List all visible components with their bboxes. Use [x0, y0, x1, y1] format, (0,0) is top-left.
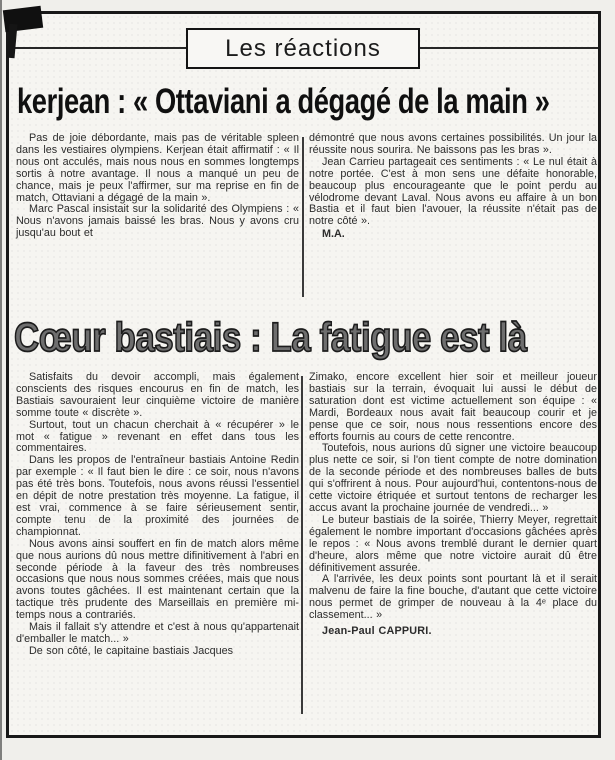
article-frame [6, 11, 601, 738]
scan-edge [0, 0, 2, 760]
paragraph: Marc Pascal insistait sur la solidarité des Olympiens : « Nous n'avons jamais baissé les bras. Nous y avons cru jusqu'au bout et [16, 203, 299, 240]
scan-artifact-blob [7, 24, 18, 59]
paragraph: Mais il fallait s'y attendre et c'est à nous qu'appartenait d'emballer le match... » [16, 621, 299, 645]
article1-byline: M.A. [322, 228, 345, 241]
paragraph: démontré que nous avons certaines possibilités. Un jour la réussite nous sourira. Ne baissons pas les bras ». [309, 132, 597, 156]
column-divider [301, 376, 303, 714]
section-label: Les réactions [225, 34, 381, 62]
paragraph: Le buteur bastiais de la soirée, Thierry Meyer, regrettait également le nombre important d'occasions gâchées après le repos : « Nous avons tremblé durant le dernier quart d'heure, alors même que notre victoire aurait dû être définitivement assurée. [309, 513, 597, 574]
article2 [16, 372, 597, 732]
article2-byline: Jean-Paul CAPPURI. [322, 625, 432, 638]
article1-headline: kerjean : « Ottaviani a dégagé de la main » [17, 82, 550, 121]
article1 [16, 133, 597, 303]
paragraph: Zimako, encore excellent hier soir et meilleur joueur bastiais sur la terrain, évoquait lui aussi le début de saturation dont est victime actuellement son équipe : « Mardi, Bordeaux nous avait fait beaucoup courir et je pense que ce soir, nous nous ressentions encore des efforts fournis au cours de cette rencontre. [309, 371, 597, 443]
article2-column-left [16, 372, 299, 658]
paragraph: Toutefois, nous aurions dû signer une victoire beaucoup plus nette ce soir, si l'on tient compte de notre domination de la seconde période et des nombreuses balles de buts qui s'offrirent à nous. Pour aujourd'hui, contentons-nous de cette victoire étriquée et surtout tentons de recharger les accus avant la prochaine journée de vendredi... » [309, 442, 597, 514]
paragraph: Satisfaits du devoir accompli, mais également conscients des risques encourus en fin de match, les Bastiais savouraient leur cinquième victoire de manière somme toute « discrète ». [16, 371, 299, 419]
paragraph: Pas de joie débordante, mais pas de véritable spleen dans les vestiaires olympiens. Kerjean était affirmatif : « Il nous ont acculés, mais nous nous en sommes longtemps sortis à notre avantage. Il nous a manqué un peu de chance, mais je peux l'affirmer, sur ma reprise en fin de match, Ottaviani a dégagé de la main ». [16, 132, 299, 204]
article2-column-right [309, 372, 597, 638]
article1-column-right [309, 133, 597, 241]
paragraph: A l'arrivée, les deux points sont pourtant là et il serait malvenu de faire la fine bouche, d'autant que cette victoire nous permet de grimper de nouveau à la 4ᵉ place du classement... » [309, 573, 597, 622]
paragraph: Dans les propos de l'entraîneur bastiais Antoine Redin par exemple : « Il faut bien le dire : ce soir, nous n'avons pas été très bons. Toutefois, nous avons réussi l'essentiel en dépit de notre prestation très moyenne. La fatigue, il est vrai, commence à se faire sérieusement sentir, compte tenu de la proximité des journées de championnat. [16, 454, 299, 538]
section-label-box [186, 28, 420, 69]
column-divider [302, 137, 304, 297]
article2-headline: Cœur bastiais : La fatigue est là [14, 314, 527, 360]
paragraph: Nous avons ainsi souffert en fin de match alors même que nous aurions dû nous mettre difinitivement à l'abri en seconde période à la faveur des très nombreuses occasions que nous nous sommes créées, mais que nous avons toutes gâchées. Il est maintenant certain que la tactique très prudente des Marseillais en première mi-temps nous a contrariés. [16, 537, 299, 622]
paragraph: De son côté, le capitaine bastiais Jacques [29, 644, 234, 657]
paragraph: Surtout, tout un chacun cherchait à « récupérer » le mot « fatigue » revenant en effet dans tous les commentaires. [16, 418, 299, 455]
paragraph: Jean Carrieu partageait ces sentiments : « Le nul était à notre portée. C'est à mon sens une défaite honorable, beaucoup plus encourageante que le point perdu au vélodrome devant Laval. Nous avons eu affaire à un bon Bastia et il faut bien l'avouer, la réussite n'était pas de notre côté ». [309, 155, 597, 228]
article1-column-left [16, 133, 299, 240]
